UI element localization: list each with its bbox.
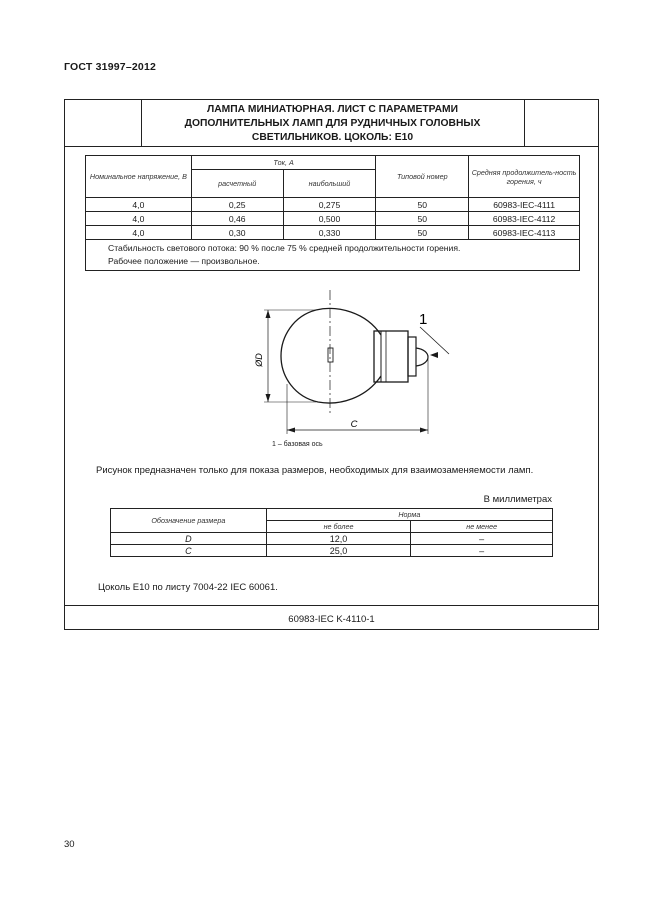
dimensions-table [110,508,553,557]
cell-max: 0,330 [283,226,376,240]
cell-rated: 0,30 [191,226,283,240]
cell-lifetime: 60983-IEC-4112 [469,212,580,226]
header-voltage: Номинальное напряжение, В [86,156,192,198]
page-number: 30 [64,839,75,850]
cell-max: 0,500 [283,212,376,226]
table-row [111,533,553,545]
table-row [111,545,553,557]
header-not-less: не менее [411,521,553,533]
cell-type: 50 [376,198,469,212]
title-line-3: СВЕТИЛЬНИКОВ. ЦОКОЛЬ: E10 [251,132,414,143]
title-line-1: ЛАМПА МИНИАТЮРНАЯ. ЛИСТ С ПАРАМЕТРАМИ [206,104,459,115]
lamp-base-outline [374,331,408,382]
header-current-rated: расчетный [191,170,283,198]
document-code: ГОСТ 31997–2012 [64,61,157,73]
cell-voltage: 4,0 [86,212,192,226]
cell-voltage: 4,0 [86,198,192,212]
cell-dimension-name: D [111,533,267,545]
note-flux-stability: Стабильность светового потока: 90 % после 75 % средней продолжительности горения. [108,243,461,253]
base-reference-note: Цоколь E10 по листу 7004-22 IEC 60061. [98,582,278,593]
lamp-contact-outline [416,348,428,366]
header-lifetime: Средняя продолжитель-ность горения, ч [469,156,580,198]
header-type-number: Типовой номер [376,156,469,198]
callout-number: 1 [419,311,428,328]
cell-dimension-min: – [411,545,553,557]
cell-dimension-max: 25,0 [266,545,411,557]
cell-max: 0,275 [283,198,376,212]
cell-voltage: 4,0 [86,226,192,240]
cell-rated: 0,46 [191,212,283,226]
cell-lifetime: 60983-IEC-4111 [469,198,580,212]
header-norm: Норма [266,509,552,521]
figure-note-paragraph: Рисунок предназначен только для показа размеров, необходимых для взаимозаменяемости ламп. [96,465,534,476]
header-current: Ток, А [191,156,376,170]
header-current-max: наибольший [283,170,376,198]
cell-lifetime: 60983-IEC-4113 [469,226,580,240]
lamp-bulb-outline [281,308,381,403]
cell-type: 50 [376,226,469,240]
callout-leader [420,327,449,354]
title-line-2: ДОПОЛНИТЕЛЬНЫХ ЛАМП ДЛЯ РУДНИЧНЫХ ГОЛОВНЫХ [184,118,481,129]
cell-dimension-max: 12,0 [266,533,411,545]
header-designation: Обозначение размера [111,509,267,533]
label-length-c: C [350,419,358,430]
note-operating-position: Рабочее положение — произвольное. [108,256,260,266]
units-note: В миллиметрах [483,494,552,505]
cell-type: 50 [376,212,469,226]
header-not-more: не более [266,521,411,533]
cell-rated: 0,25 [191,198,283,212]
cell-dimension-name: C [111,545,267,557]
cell-dimension-min: – [411,533,553,545]
figure-caption: 1 – базовая ось [272,441,323,448]
sheet-code: 60983-IEC K-4110-1 [288,614,375,625]
label-diameter-d: ØD [254,353,264,367]
